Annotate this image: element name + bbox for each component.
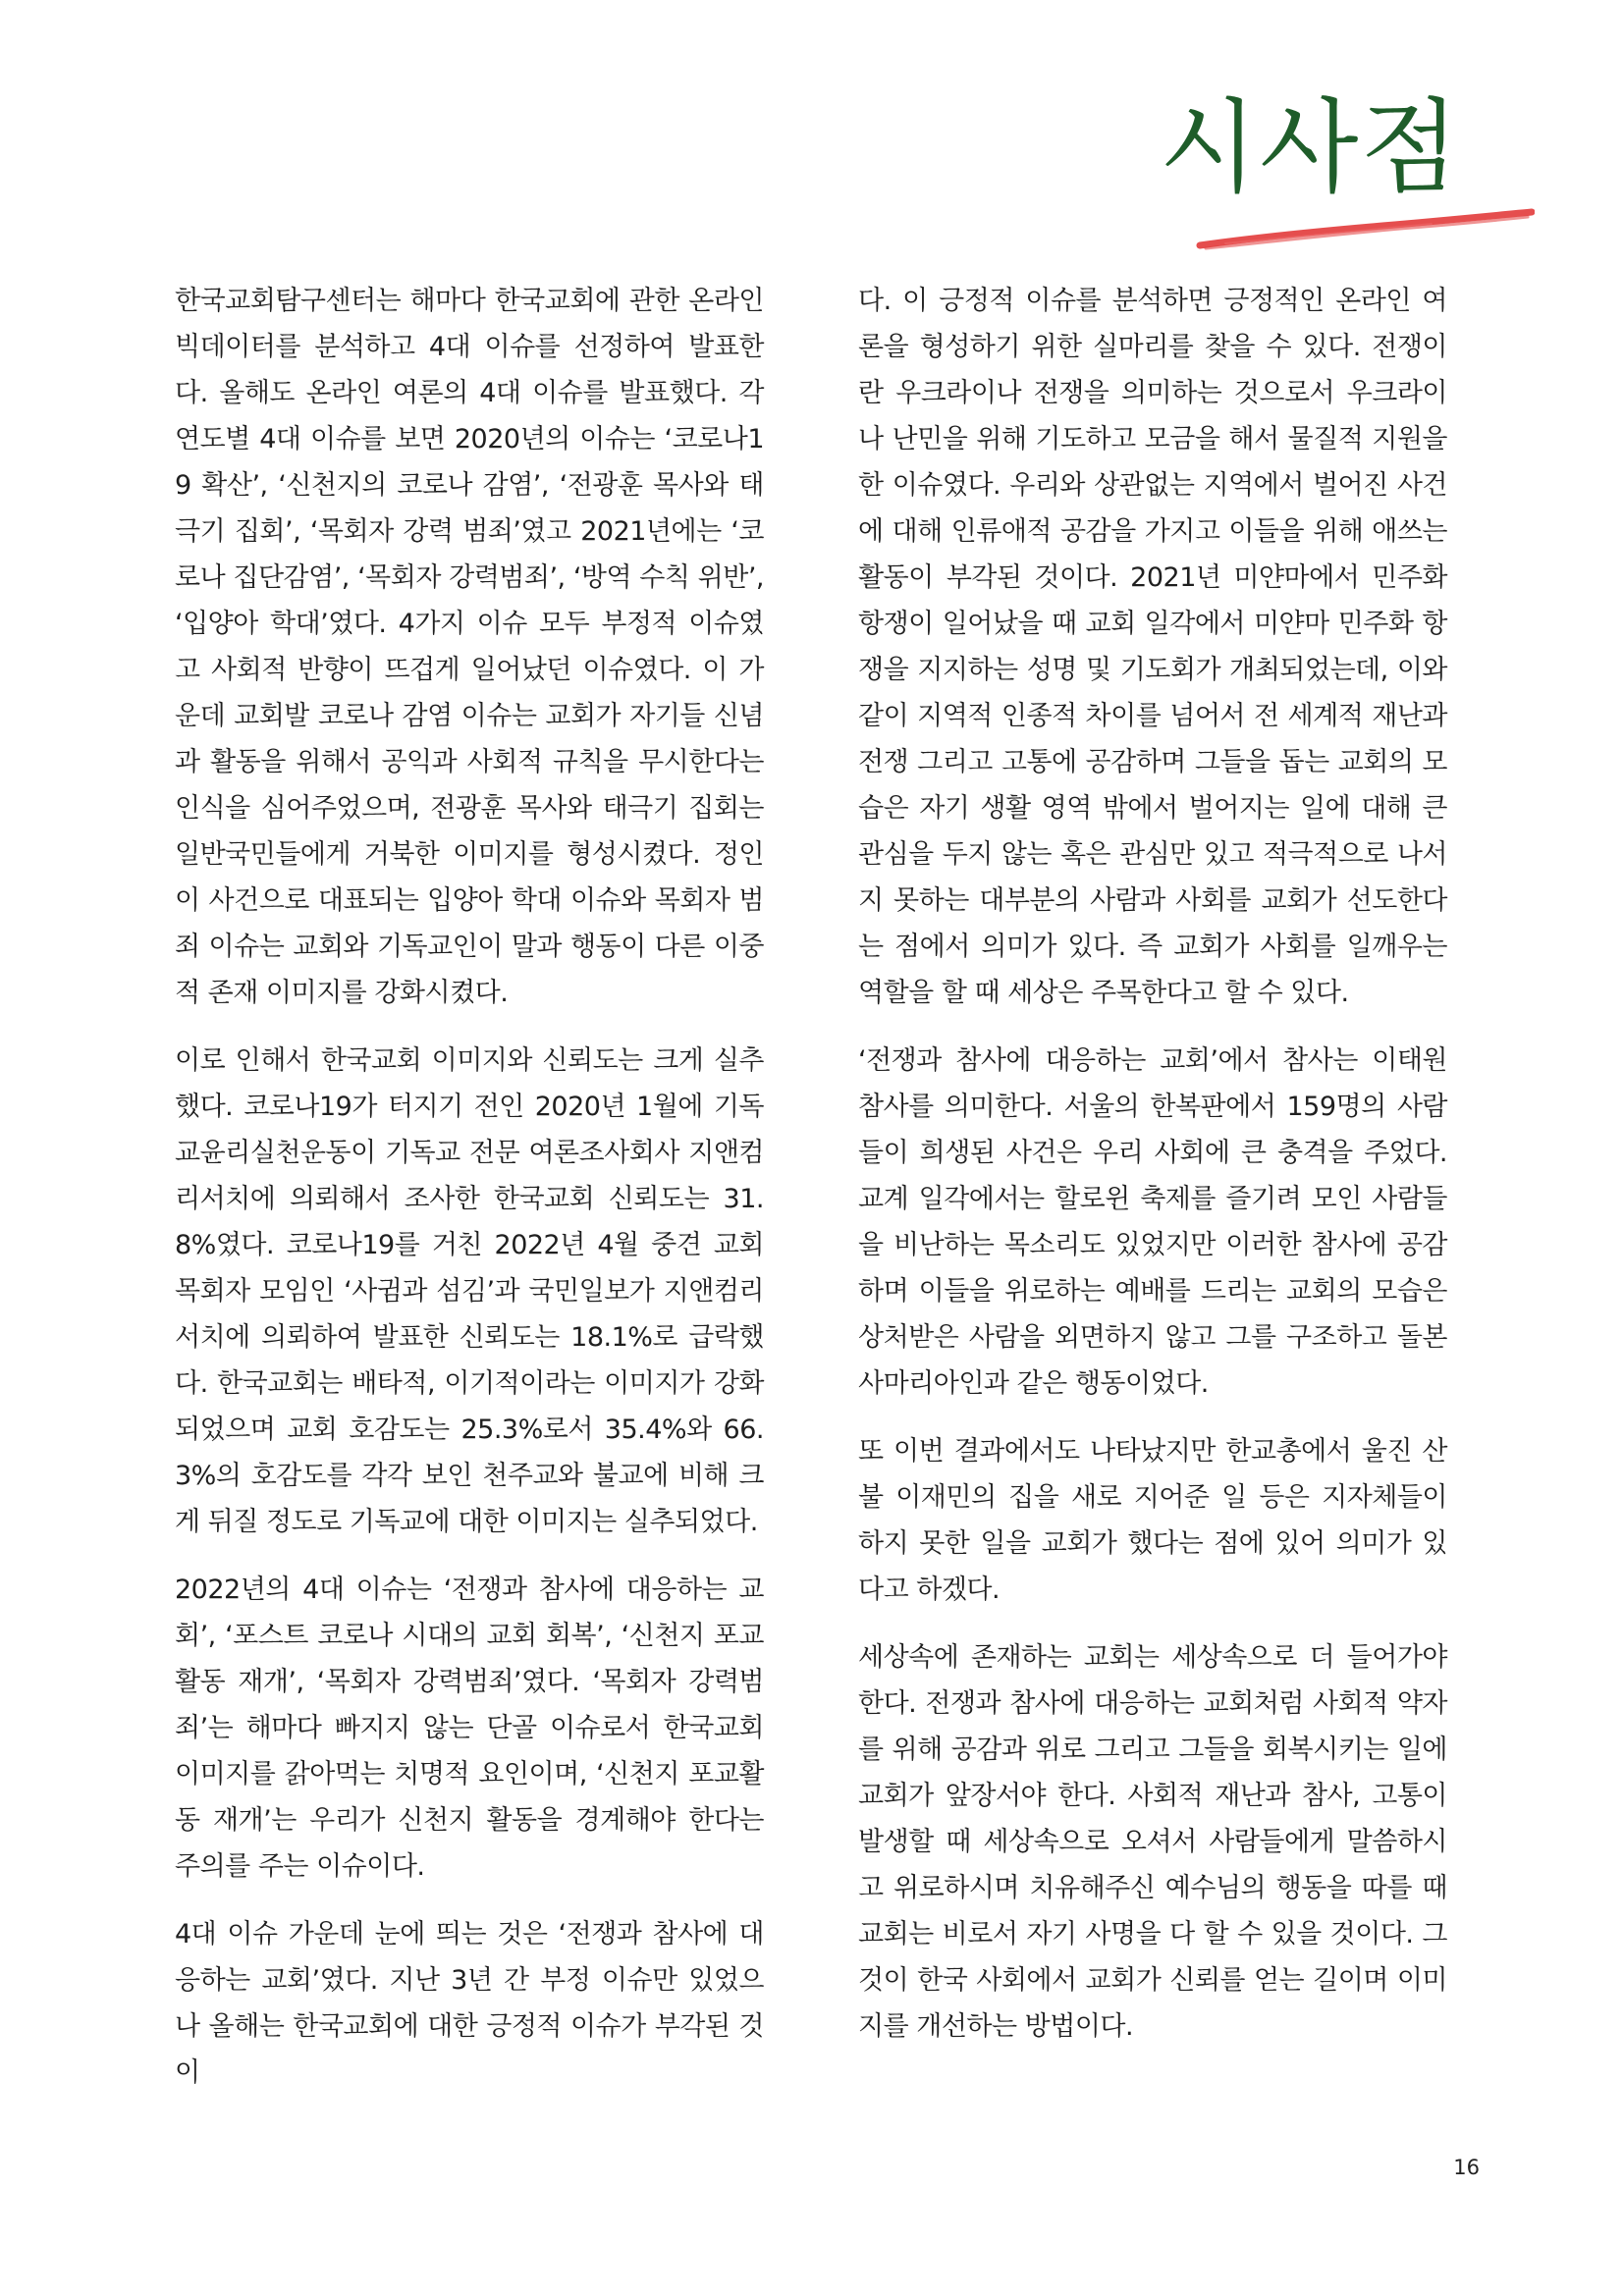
left-paragraph-2: 이로 인해서 한국교회 이미지와 신뢰도는 크게 실추했다. 코로나19가 터지기 전인 2020년 1월에 기독교윤리실천운동이 기독교 전문 여론조사회사 지앤컴리서치에 의뢰해서 조사한 한국교회 신뢰도는 31.8%였다. 코로나19를 거친 2022년 4월 중견 교회 목회자 모임인 ‘사귐과 섬김’과 국민일보가 지앤컴리서치에 의뢰하여 발표한 신뢰도는 18.1%로 급락했다. 한국교회는 배타적, 이기적이라는 이미지가 강화되었으며 교회 호감도는 25.3%로서 35.4%와 66.3%의 호감도를 각각 보인 천주교와 불교에 비해 크게 뒤질 정도로 기독교에 대한 이미지는 실추되었다. — [175, 1045, 764, 1537]
right-paragraph-1: 다. 이 긍정적 이슈를 분석하면 긍정적인 온라인 여론을 형성하기 위한 실마리를 찾을 수 있다. 전쟁이란 우크라이나 전쟁을 의미하는 것으로서 우크라이나 난민을 위해 기도하고 모금을 해서 물질적 지원을 한 이슈였다. 우리와 상관없는 지역에서 벌어진 사건에 대해 인류애적 공감을 가지고 이들을 위해 애쓰는 활동이 부각된 것이다. 2021년 미얀마에서 민주화 항쟁이 일어났을 때 교회 일각에서 미얀마 민주화 항쟁을 지지하는 성명 및 기도회가 개최되었는데, 이와 같이 지역적 인종적 차이를 넘어서 전 세계적 재난과 전쟁 그리고 고통에 공감하며 그들을 돕는 교회의 모습은 자기 생활 영역 밖에서 벌어지는 일에 대해 큰 관심을 두지 않는 혹은 관심만 있고 적극적으로 나서지 못하는 대부분의 사람과 사회를 교회가 선도한다는 점에서 의미가 있다. 즉 교회가 사회를 일깨우는 역할을 할 때 세상은 주목한다고 할 수 있다. — [858, 286, 1447, 1008]
left-paragraph-1: 한국교회탐구센터는 해마다 한국교회에 관한 온라인 빅데이터를 분석하고 4대 이슈를 선정하여 발표한다. 올해도 온라인 여론의 4대 이슈를 발표했다. 각 연도별 4대 이슈를 보면 2020년의 이슈는 ‘코로나19 확산’, ‘신천지의 코로나 감염’, ‘전광훈 목사와 태극기 집회’, ‘목회자 강력 범죄’였고 2021년에는 ‘코로나 집단감염’, ‘목회자 강력범죄’, ‘방역 수칙 위반’, ‘입양아 학대’였다. 4가지 이슈 모두 부정적 이슈였고 사회적 반향이 뜨겁게 일어났던 이슈였다. 이 가운데 교회발 코로나 감염 이슈는 교회가 자기들 신념과 활동을 위해서 공익과 사회적 규칙을 무시한다는 인식을 심어주었으며, 전광훈 목사와 태극기 집회는 일반국민들에게 거북한 이미지를 형성시켰다. 정인이 사건으로 대표되는 입양아 학대 이슈와 목회자 범죄 이슈는 교회와 기독교인이 말과 행동이 다른 이중적 존재 이미지를 강화시켰다. — [175, 286, 764, 1008]
page-number: 16 — [1453, 2156, 1480, 2179]
right-paragraph-3: 또 이번 결과에서도 나타났지만 한교총에서 울진 산불 이재민의 집을 새로 지어준 일 등은 지자체들이 하지 못한 일을 교회가 했다는 점에 있어 의미가 있다고 하겠다. — [858, 1436, 1447, 1605]
left-paragraph-3: 2022년의 4대 이슈는 ‘전쟁과 참사에 대응하는 교회’, ‘포스트 코로나 시대의 교회 회복’, ‘신천지 포교 활동 재개’, ‘목회자 강력범죄’였다. ‘목회자 강력범죄’는 해마다 빠지지 않는 단골 이슈로서 한국교회 이미지를 갉아먹는 치명적 요인이며, ‘신천지 포교활동 재개’는 우리가 신천지 활동을 경계해야 한다는 주의를 주는 이슈이다. — [175, 1575, 764, 1882]
red-brush-underline — [1196, 202, 1535, 256]
left-column — [175, 278, 764, 2117]
section-title: 시사점 — [1159, 87, 1461, 207]
right-paragraph-4: 세상속에 존재하는 교회는 세상속으로 더 들어가야 한다. 전쟁과 참사에 대응하는 교회처럼 사회적 약자를 위해 공감과 위로 그리고 그들을 회복시키는 일에 교회가 앞장서야 한다. 사회적 재난과 참사, 고통이 발생할 때 세상속으로 오셔서 사람들에게 말씀하시고 위로하시며 치유해주신 예수님의 행동을 따를 때 교회는 비로서 자기 사명을 다 할 수 있을 것이다. 그것이 한국 사회에서 교회가 신뢰를 얻는 길이며 이미지를 개선하는 방법이다. — [858, 1642, 1447, 2042]
left-paragraph-4: 4대 이슈 가운데 눈에 띄는 것은 ‘전쟁과 참사에 대응하는 교회’였다. 지난 3년 간 부정 이슈만 있었으나 올해는 한국교회에 대한 긍정적 이슈가 부각된 것이 — [175, 1919, 764, 2088]
right-paragraph-2: ‘전쟁과 참사에 대응하는 교회’에서 참사는 이태원 참사를 의미한다. 서울의 한복판에서 159명의 사람들이 희생된 사건은 우리 사회에 큰 충격을 주었다. 교계 일각에서는 할로윈 축제를 즐기려 모인 사람들을 비난하는 목소리도 있었지만 이러한 참사에 공감하며 이들을 위로하는 예배를 드리는 교회의 모습은 상처받은 사람을 외면하지 않고 그를 구조하고 돌본 사마리아인과 같은 행동이었다. — [858, 1045, 1447, 1399]
right-column — [858, 278, 1447, 2071]
